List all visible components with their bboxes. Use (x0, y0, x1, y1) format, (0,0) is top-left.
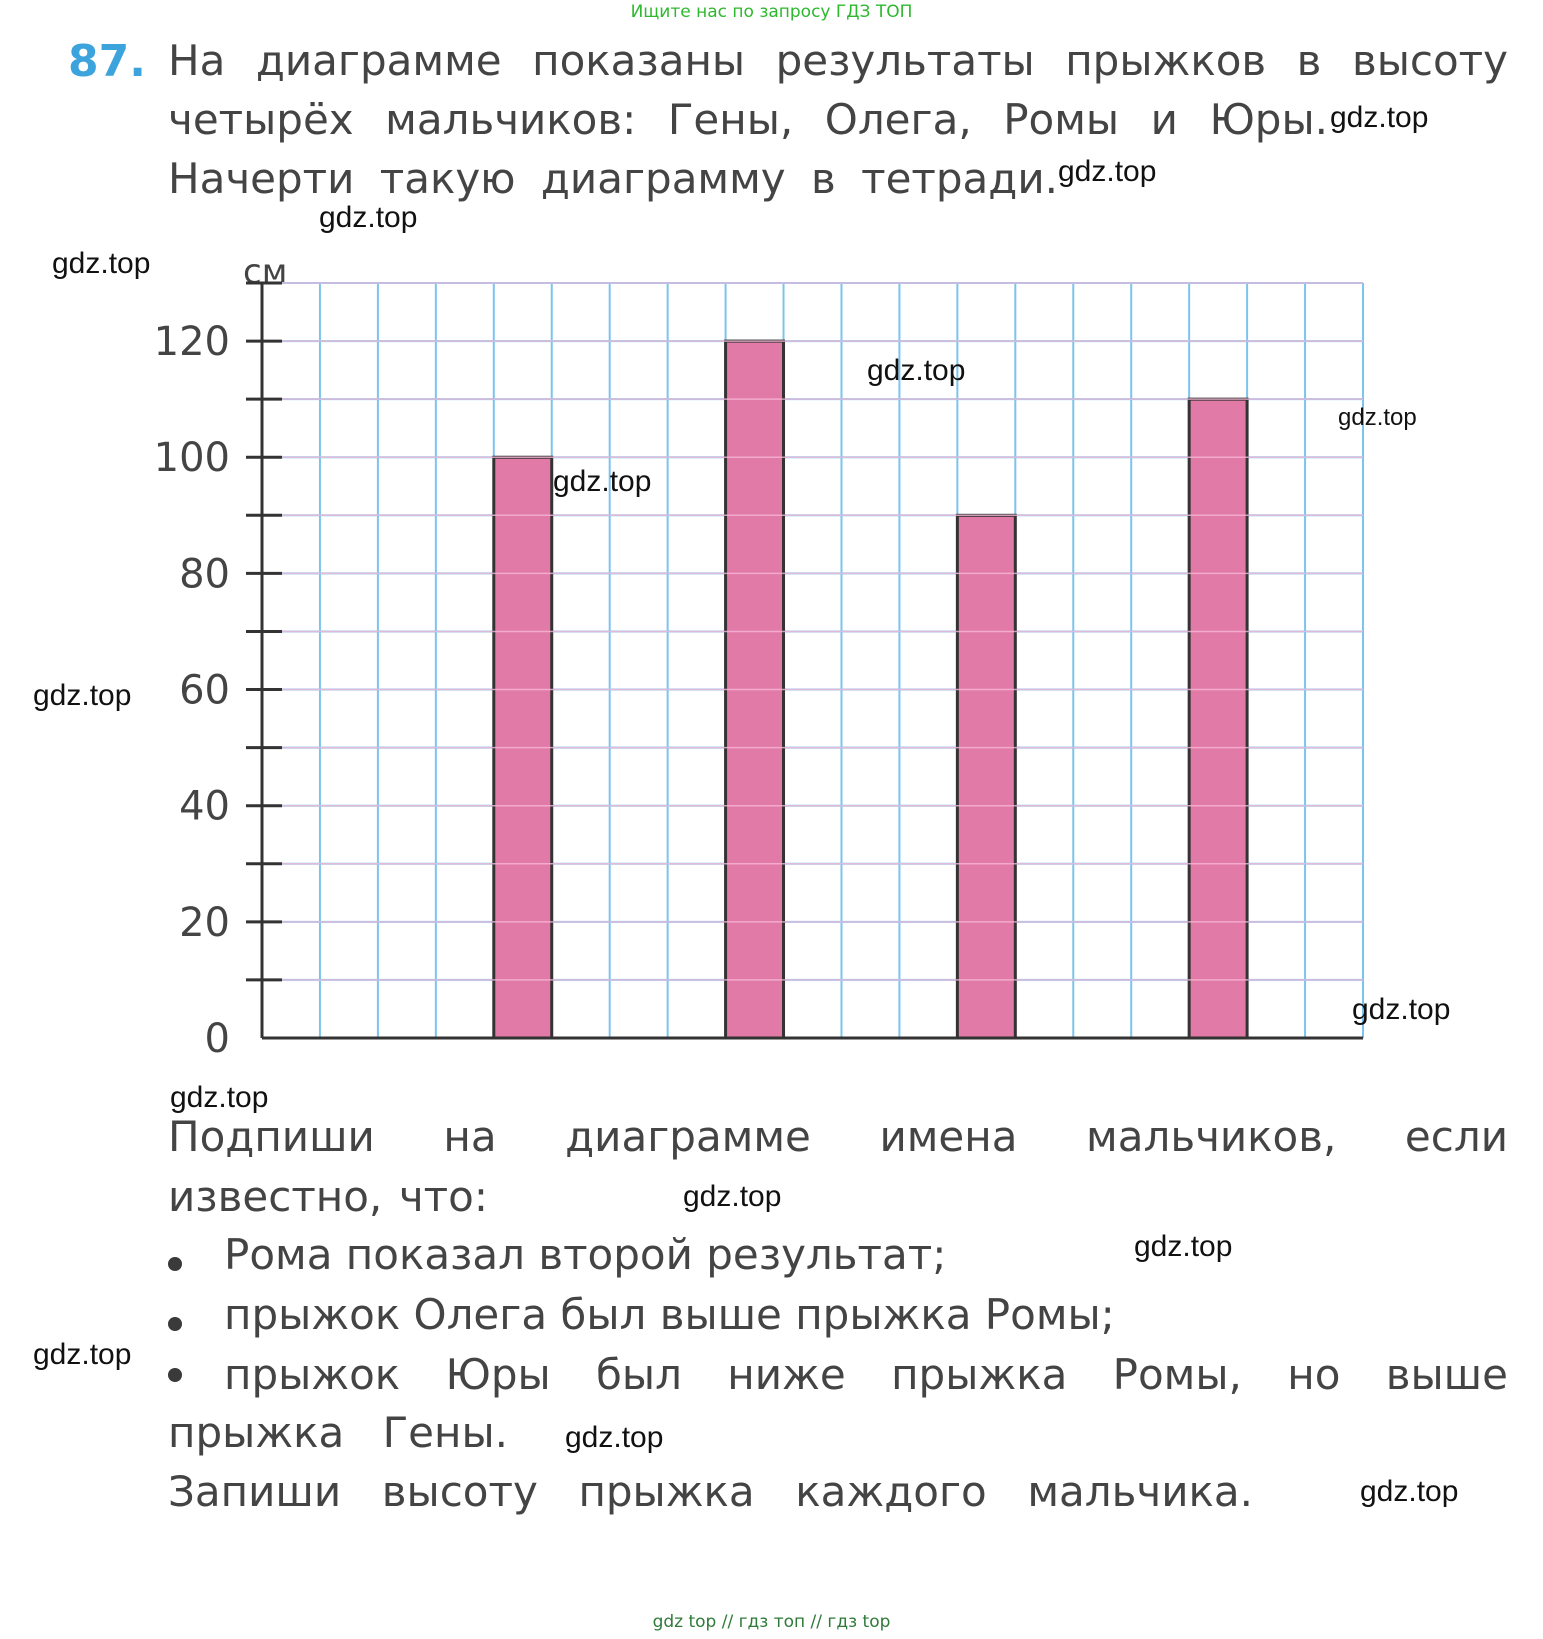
word: ниже (727, 1350, 846, 1399)
word: в (1296, 36, 1322, 85)
word: прыжка (168, 1408, 345, 1457)
word: на (443, 1112, 497, 1161)
watermark: gdz.top (319, 201, 418, 234)
bottom-banner: gdz top // гдз топ // гдз top (652, 1612, 891, 1632)
watermark: gdz.top (33, 1338, 132, 1371)
word: выше (1385, 1350, 1508, 1399)
word: Гены. (382, 1408, 508, 1457)
watermark: gdz.top (867, 354, 966, 387)
word: каждого (795, 1467, 987, 1516)
word: имена (879, 1112, 1018, 1161)
word: мальчика. (1027, 1467, 1253, 1516)
word: Запиши (168, 1467, 342, 1516)
watermark: gdz.top (553, 465, 652, 498)
word: что: (398, 1172, 488, 1221)
bullet-dot (168, 1317, 182, 1331)
task-number: 87. (68, 36, 146, 87)
y-tick-label: 80 (179, 551, 230, 598)
word: Подпиши (168, 1112, 375, 1161)
word: высоту (381, 1467, 538, 1516)
word: был (596, 1350, 682, 1399)
watermark: gdz.top (1352, 993, 1451, 1026)
bar (957, 515, 1015, 1038)
question-line-1 (168, 1112, 1508, 1161)
bullet-3 (168, 1350, 1508, 1399)
word: Начерти (168, 154, 355, 203)
watermark: gdz.top (33, 679, 132, 712)
word: высоту (1351, 36, 1508, 85)
bullet-1 (168, 1230, 946, 1279)
word: мальчиков, (1086, 1112, 1337, 1161)
word: тетради. (861, 154, 1058, 203)
watermark: gdz.top (1360, 1475, 1459, 1508)
watermark: gdz.top (683, 1180, 782, 1213)
y-tick-label: 100 (153, 435, 230, 482)
watermark: gdz.top (1330, 101, 1429, 134)
watermark: gdz.top (565, 1421, 664, 1454)
watermark: gdz.top (1338, 404, 1417, 431)
final-instruction (168, 1467, 1253, 1516)
word: Олега, (824, 95, 972, 144)
y-tick-label: 0 (204, 1016, 230, 1062)
y-axis-unit: см (243, 252, 288, 292)
y-tick-label: 60 (179, 667, 230, 714)
y-tick-label: 20 (179, 899, 230, 946)
word: Юры. (1209, 95, 1328, 144)
word: и (1150, 95, 1178, 144)
bullet-3-continuation (168, 1408, 508, 1457)
bullet-text: Рома показал второй результат; (224, 1230, 947, 1279)
word: Ромы (1003, 95, 1120, 144)
bullet-dot (168, 1368, 182, 1382)
word: Гены, (667, 95, 794, 144)
word: Ромы, (1112, 1350, 1242, 1399)
question-line-2 (168, 1172, 488, 1221)
word: но (1287, 1350, 1341, 1399)
word: Юры (445, 1350, 551, 1399)
y-tick-label: 120 (153, 319, 230, 366)
word: прыжок (223, 1350, 401, 1399)
word: прыжка (891, 1350, 1068, 1399)
word: в (811, 154, 836, 203)
bullet-dot (168, 1257, 182, 1271)
y-tick-label: 40 (179, 783, 230, 830)
word: На (168, 36, 226, 85)
word: четырёх (168, 95, 354, 144)
watermark: gdz.top (1058, 155, 1157, 188)
word: диаграмме (255, 36, 502, 85)
word: результаты (775, 36, 1035, 85)
bullet-2 (168, 1290, 1115, 1339)
bar (1189, 399, 1247, 1038)
word: мальчиков: (385, 95, 637, 144)
watermark: gdz.top (52, 247, 151, 280)
watermark: gdz.top (1134, 1230, 1233, 1263)
word: такую (379, 154, 516, 203)
word: показаны (532, 36, 746, 85)
word: прыжков (1065, 36, 1267, 85)
bullet-text (224, 1350, 1508, 1399)
word: диаграмму (540, 154, 786, 203)
word: известно, (168, 1172, 383, 1221)
word: диаграмме (565, 1112, 811, 1161)
bullet-text: прыжок Олега был выше прыжка Ромы; (224, 1290, 1115, 1339)
watermark: gdz.top (170, 1081, 269, 1114)
word: прыжка (578, 1467, 755, 1516)
top-banner: Ищите нас по запросу ГДЗ ТОП (630, 2, 913, 22)
word: если (1404, 1112, 1508, 1161)
